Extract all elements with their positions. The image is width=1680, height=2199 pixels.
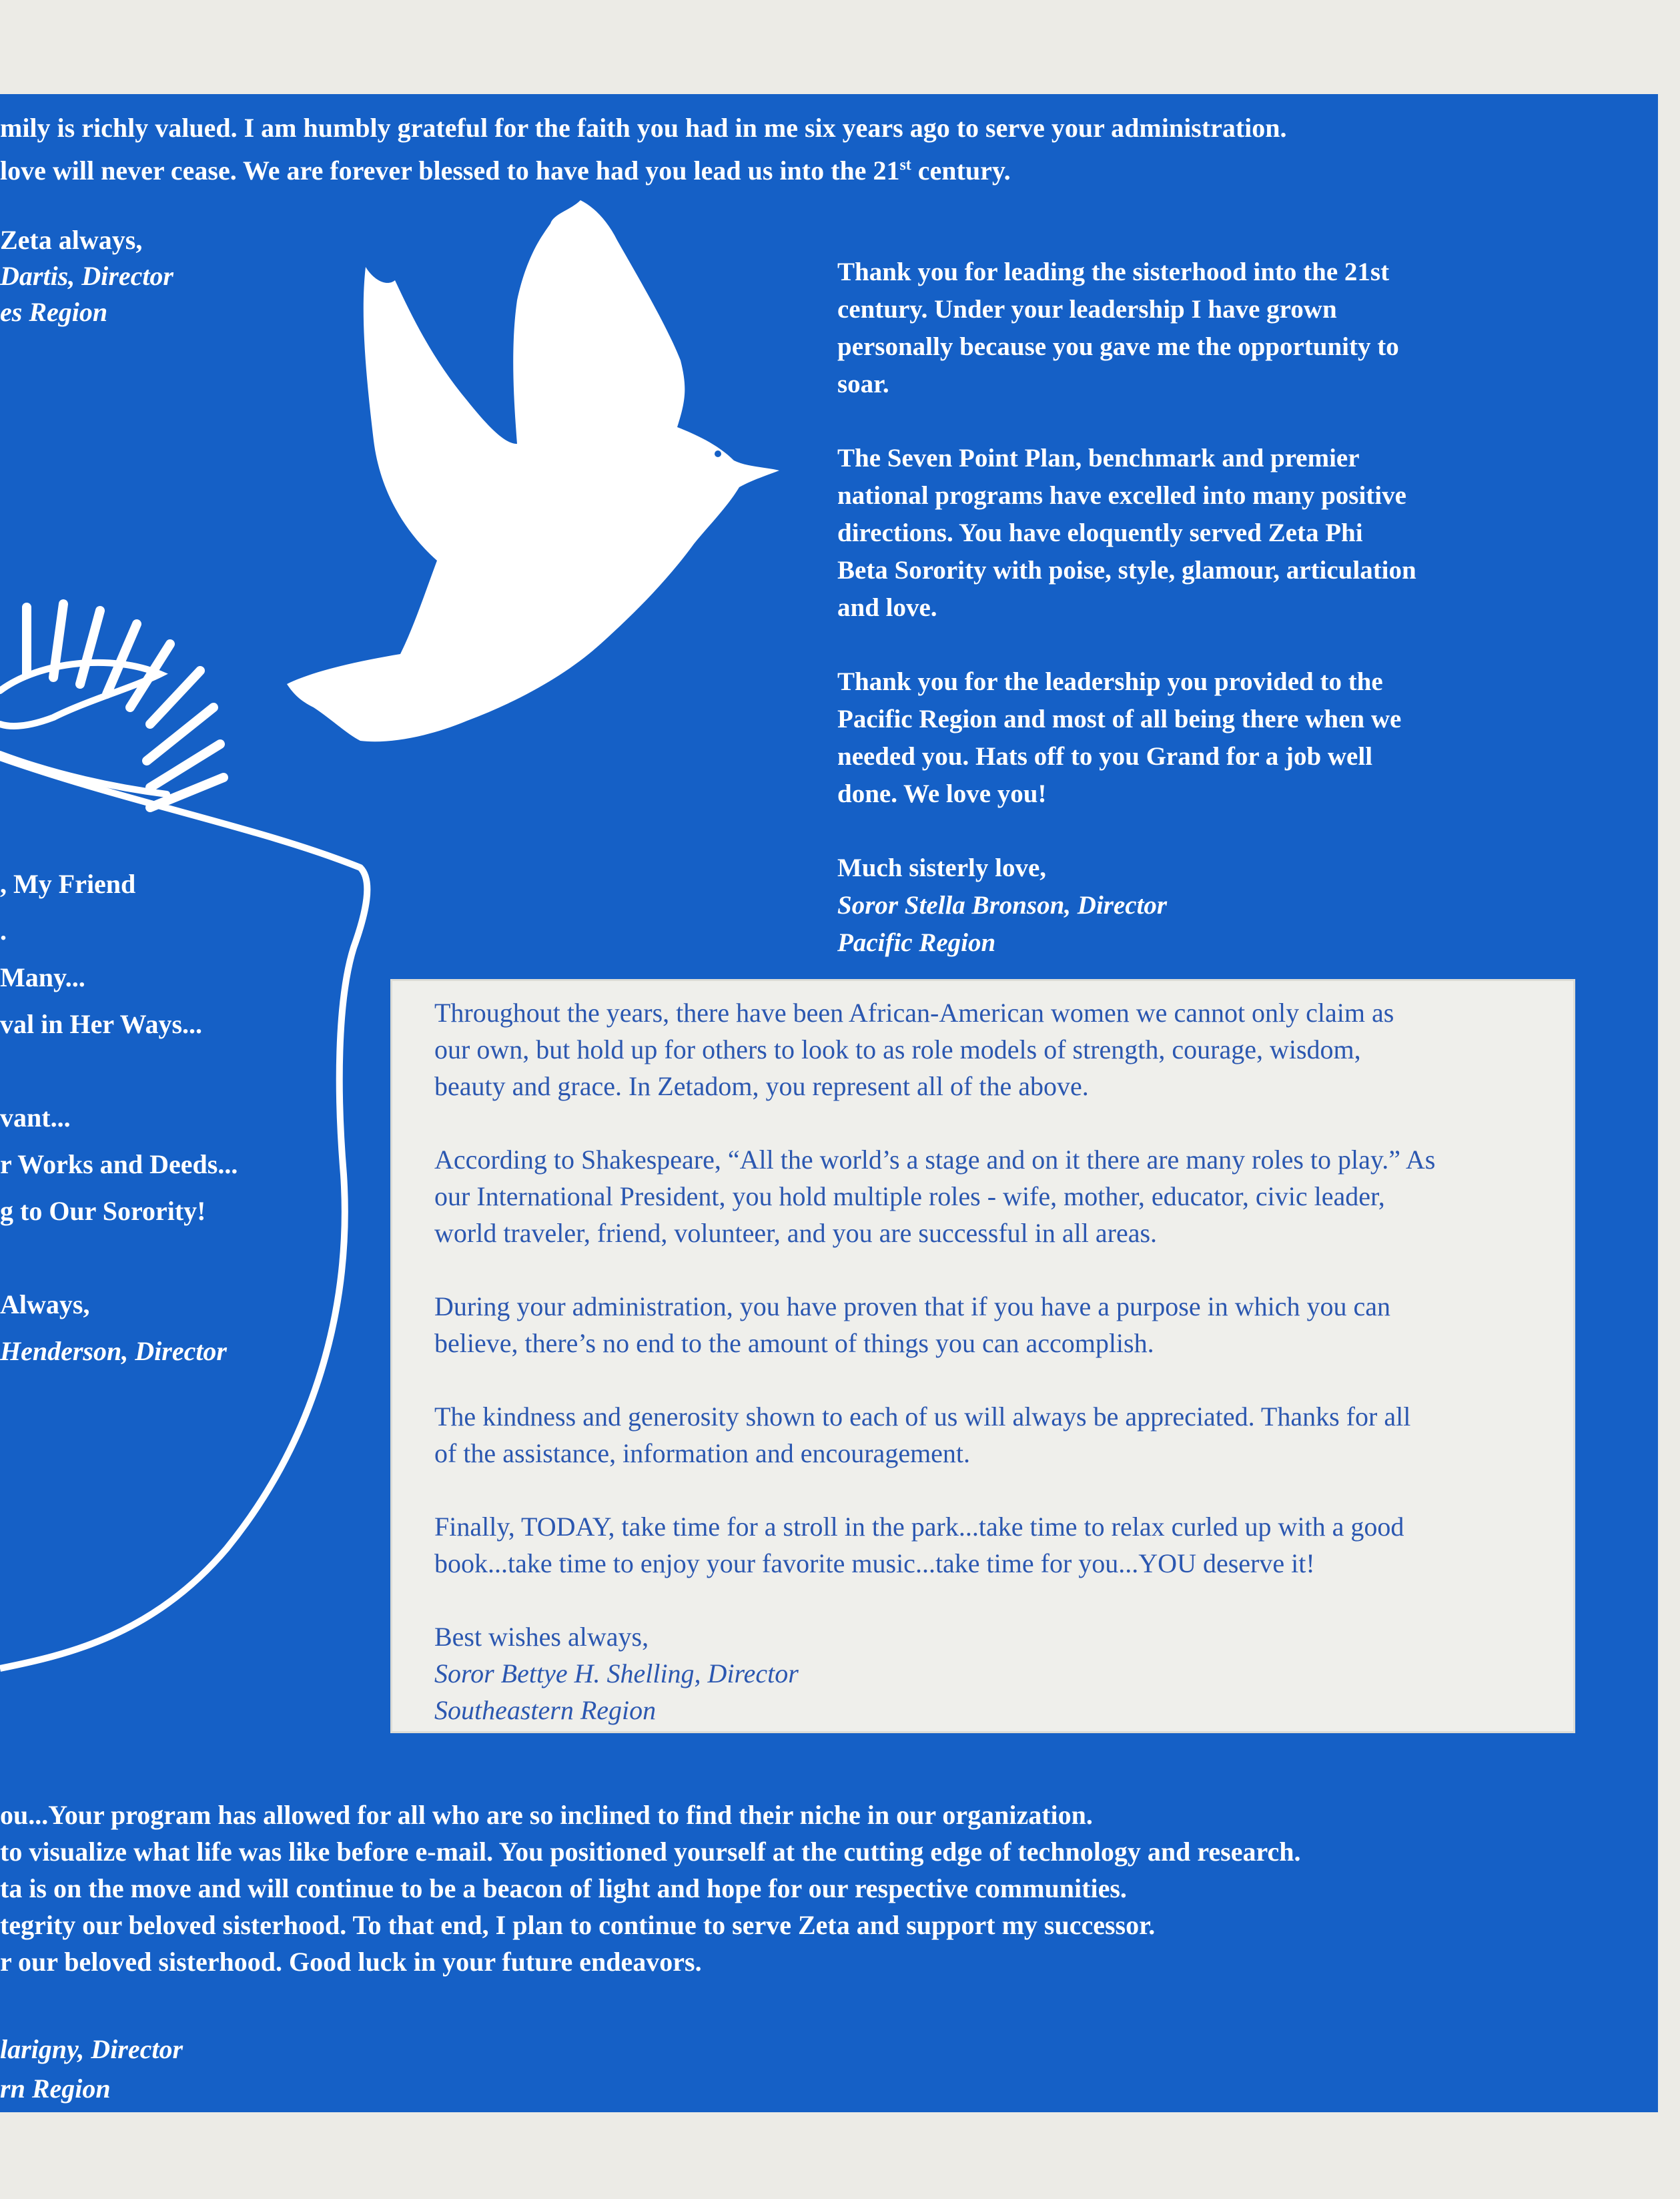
poem-line: vant... [0, 1103, 71, 1133]
right-letter-line: national programs have excelled into many positive [837, 481, 1406, 510]
poem-line: Henderson, Director [0, 1336, 227, 1366]
bottom-signature [0, 2029, 183, 2108]
right-letter-line: done. We love you! [837, 779, 1047, 808]
inset-line: The kindness and generosity shown to each of us will always be appreciated. Thanks for all [434, 1401, 1411, 1432]
poem-line: . [0, 916, 7, 946]
top-signature [0, 222, 173, 330]
right-letter-paragraph [837, 254, 1416, 403]
bottom-message-line: tegrity our beloved sisterhood. To that end, I plan to continue to serve Zeta and support my successor. [0, 1910, 1156, 1940]
dove-icon [287, 200, 779, 741]
inset-line: our own, but hold up for others to look to as role models of strength, courage, wisdom, [434, 1034, 1361, 1064]
inset-paragraph [434, 1508, 1435, 1582]
poem-line: Many... [0, 962, 85, 992]
bottom-message-line: r our beloved sisterhood. Good luck in your future endeavors. [0, 1947, 702, 1977]
top-region: es Region [0, 297, 108, 327]
inset-region: Southeastern Region [434, 1695, 657, 1725]
bottom-region: rn Region [0, 2074, 111, 2104]
inset-line: of the assistance, information and encouragement. [434, 1438, 971, 1468]
inset-signer: Soror Bettye H. Shelling, Director [434, 1658, 799, 1688]
small-dove-emblem-icon [0, 604, 224, 808]
inset-signature [434, 1618, 1435, 1729]
poem-line: r Works and Deeds... [0, 1149, 238, 1179]
inset-line: Finally, TODAY, take time for a stroll in the park...take time to relax curled up with a good [434, 1512, 1404, 1542]
right-letter-paragraph [837, 440, 1416, 627]
right-letter-line: directions. You have eloquently served Zeta Phi [837, 519, 1363, 547]
top-closing: Zeta always, [0, 225, 143, 255]
right-letter-line: Thank you for leading the sisterhood into the 21st [837, 258, 1390, 286]
right-letter [837, 254, 1416, 962]
inset-line: During your administration, you have proven that if you have a purpose in which you can [434, 1291, 1390, 1321]
inset-line: According to Shakespeare, “All the world’s a stage and on it there are many roles to play.” As [434, 1145, 1436, 1175]
bottom-message [0, 1797, 1301, 1980]
right-letter-closing: Much sisterly love, [837, 854, 1047, 882]
top-message-line: love will never cease. We are forever blessed to have had you lead us into the 21st century. [0, 155, 1011, 186]
right-letter-paragraph [837, 663, 1416, 813]
inset-line: Throughout the years, there have been African-American women we cannot only claim as [434, 998, 1394, 1028]
inset-letter [434, 994, 1435, 1729]
inset-line: book...take time to enjoy your favorite music...take time for you...YOU deserve it! [434, 1548, 1315, 1578]
top-message-line: mily is richly valued. I am humbly grateful for the faith you had in me six years ago to serve your administration. [0, 113, 1287, 143]
poem-line: Always, [0, 1289, 90, 1319]
top-signer: Dartis, Director [0, 261, 173, 291]
inset-line: believe, there’s no end to the amount of things you can accomplish. [434, 1328, 1154, 1358]
right-letter-line: and love. [837, 593, 937, 622]
right-letter-signer: Soror Stella Bronson, Director [837, 891, 1168, 920]
right-letter-line: Beta Sorority with poise, style, glamour, articulation [837, 556, 1416, 585]
left-poem [0, 861, 238, 1375]
top-message [0, 109, 1287, 190]
inset-letter-box [390, 979, 1575, 1733]
right-letter-line: Thank you for the leadership you provided to the [837, 667, 1383, 696]
inset-paragraph [434, 1398, 1435, 1472]
right-letter-line: Pacific Region and most of all being there when we [837, 705, 1402, 733]
right-letter-line: personally because you gave me the opportunity to [837, 332, 1399, 361]
right-letter-line: The Seven Point Plan, benchmark and premier [837, 444, 1360, 473]
inset-paragraph [434, 1141, 1435, 1251]
inset-paragraph [434, 1288, 1435, 1361]
poem-line: , My Friend [0, 869, 136, 899]
bottom-signer: larigny, Director [0, 2034, 183, 2064]
inset-closing: Best wishes always, [434, 1622, 649, 1652]
right-letter-line: soar. [837, 370, 889, 398]
right-letter-line: century. Under your leadership I have grown [837, 295, 1337, 324]
inset-paragraph [434, 994, 1435, 1105]
inset-line: beauty and grace. In Zetadom, you represent all of the above. [434, 1071, 1089, 1101]
bottom-message-line: ou...Your program has allowed for all who are so inclined to find their niche in our organization. [0, 1800, 1093, 1830]
right-letter-line: needed you. Hats off to you Grand for a job well [837, 742, 1373, 771]
right-letter-region: Pacific Region [837, 928, 996, 957]
poem-line [0, 1048, 238, 1094]
inset-line: world traveler, friend, volunteer, and you are successful in all areas. [434, 1218, 1158, 1248]
poem-line [0, 1235, 238, 1281]
poem-line: g to Our Sorority! [0, 1196, 206, 1226]
right-letter-signature [837, 850, 1416, 962]
poem-line: val in Her Ways... [0, 1009, 203, 1039]
bottom-message-line: ta is on the move and will continue to be a beacon of light and hope for our respective communities. [0, 1873, 1127, 1903]
inset-line: our International President, you hold multiple roles - wife, mother, educator, civic leader, [434, 1181, 1385, 1211]
bottom-message-line: to visualize what life was like before e-mail. You positioned yourself at the cutting edge of technology and research. [0, 1837, 1301, 1867]
